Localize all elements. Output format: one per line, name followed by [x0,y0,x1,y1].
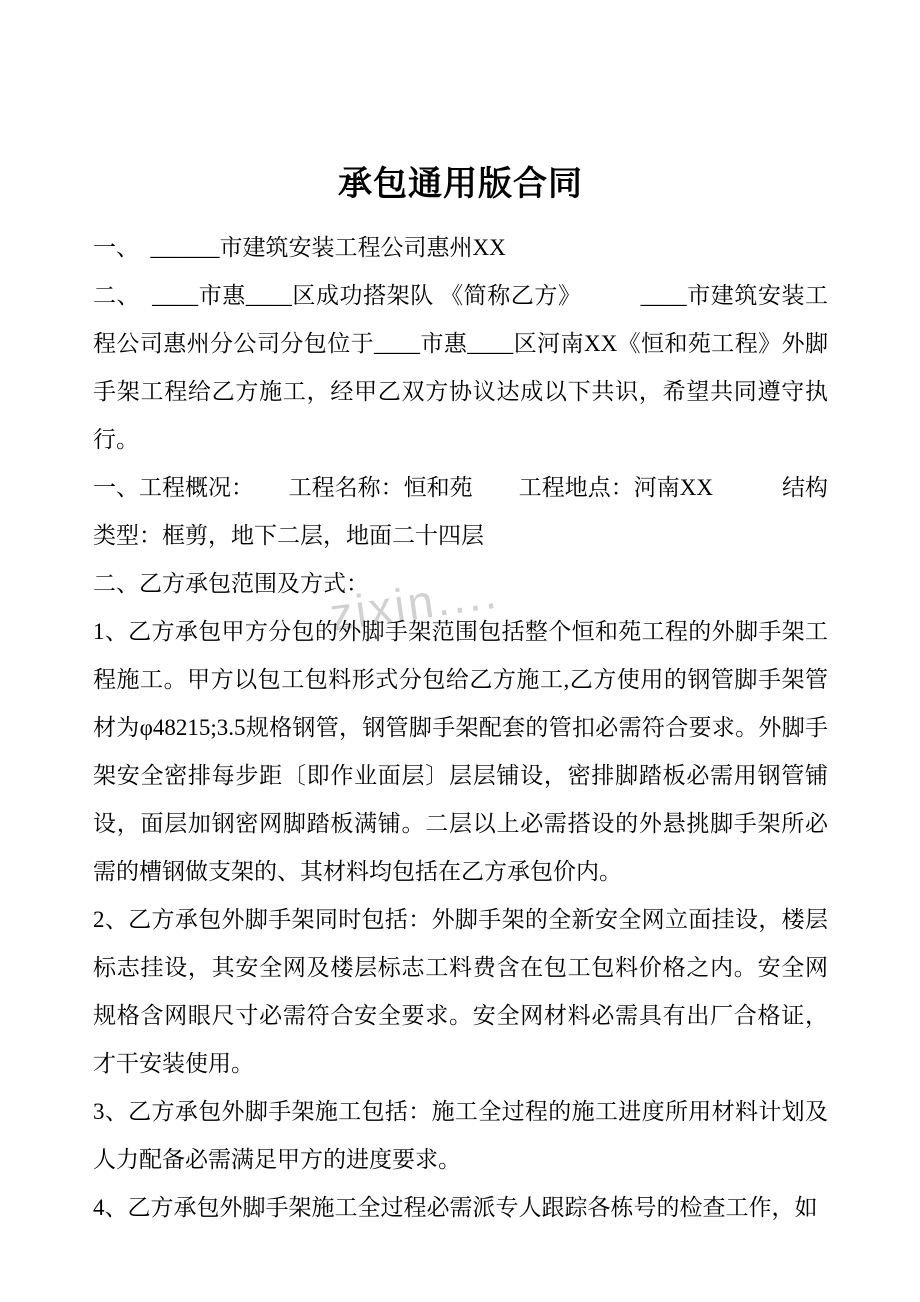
paragraph-party-a: 一、 ______市建筑安装工程公司惠州XX [93,235,506,260]
paragraph-clause-4: 4、乙方承包外脚手架施工全过程必需派专人跟踪各栋号的检查工作，如 [93,1195,818,1220]
paragraph-clause-1: 1、乙方承包甲方分包的外脚手架范围包括整个恒和苑工程的外脚手架工程施工。甲方以包工包料形式分包给乙方施工,乙方使用的钢管脚手架管材为φ48215;3.5规格钢管，钢管脚手架配套的管扣必需符合要求。外脚手架安全密排每步距〔即作业面层〕层层铺设，密排脚踏板必需用钢管铺设，面层加钢密网脚踏板满铺。二层以上必需搭设的外悬挑脚手架所必需的槽钢做支架的、其材料均包括在乙方承包价内。 [93,619,828,884]
paragraph-scope-heading: 二、乙方承包范围及方式： [93,571,369,596]
paragraph-party-b-intro: 二、 ____市惠____区成功搭架队 《简称乙方》 ____市建筑安装工程公司惠州分公司分包位于____市惠____区河南XX《恒和苑工程》外脚手架工程给乙方施工，经甲乙双方协议达成以下共识，希望共同遵守执行。 [93,283,828,452]
document-title: 承包通用版合同 [338,166,583,203]
paragraph-project-overview: 一、工程概况： 工程名称：恒和苑 工程地点：河南XX 结构类型：框剪，地下二层，地面二十四层 [93,475,828,548]
paragraph-clause-3: 3、乙方承包外脚手架施工包括：施工全过程的施工进度所用材料计划及人力配备必需满足甲方的进度要求。 [93,1099,828,1172]
document-content [93,162,828,1232]
watermark: zixin.... [326,565,503,641]
paragraph-clause-2: 2、乙方承包外脚手架同时包括：外脚手架的全新安全网立面挂设，楼层标志挂设，其安全网及楼层标志工料费含在包工包料价格之内。安全网规格含网眼尺寸必需符合安全要求。安全网材料必需具有出厂合格证，才干安装使用。 [93,907,828,1076]
